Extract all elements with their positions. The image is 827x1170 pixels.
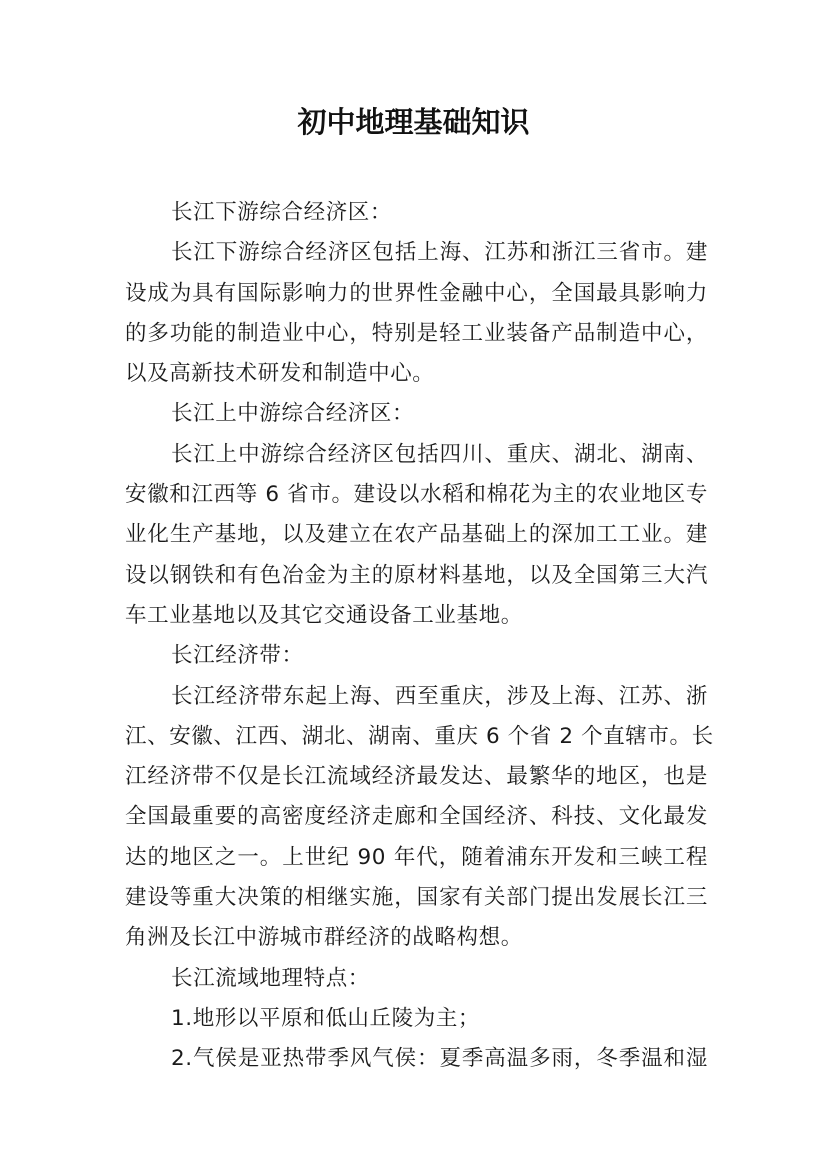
document-body bbox=[125, 193, 714, 1080]
paragraph bbox=[125, 233, 708, 394]
paragraph bbox=[125, 677, 714, 959]
text-line: 2.气侯是亚热带季风气侯：夏季高温多雨，冬季温和湿 bbox=[171, 1046, 708, 1072]
text-line: 全国最重要的高密度经济走廊和全国经济、科技、文化最发 bbox=[125, 804, 708, 830]
section-heading bbox=[125, 959, 708, 999]
section-heading bbox=[125, 636, 708, 676]
text-line: 车工业基地以及其它交通设备工业基地。 bbox=[125, 602, 523, 628]
text-line: 设以钢铁和有色冶金为主的原材料基地，以及全国第三大汽 bbox=[125, 562, 708, 588]
text-line: 江经济带不仅是长江流域经济最发达、最繁华的地区，也是 bbox=[125, 764, 708, 790]
text-line: 长江经济带东起上海、西至重庆，涉及上海、江苏、浙 bbox=[171, 683, 708, 709]
text-line: 设成为具有国际影响力的世界性金融中心，全国最具影响力 bbox=[125, 280, 708, 306]
text-line: 长江上中游综合经济区包括四川、重庆、湖北、湖南、 bbox=[171, 441, 708, 467]
text-line: 业化生产基地，以及建立在农产品基础上的深加工工业。建 bbox=[125, 522, 708, 548]
text-line: 长江经济带： bbox=[171, 643, 304, 669]
text-line: 安徽和江西等 6 省市。建设以水稻和棉花为主的农业地区专 bbox=[125, 482, 708, 508]
text-line: 角洲及长江中游城市群经济的战略构想。 bbox=[125, 925, 523, 951]
paragraph bbox=[125, 435, 708, 636]
text-line: 1.地形以平原和低山丘陵为主； bbox=[171, 1005, 481, 1031]
list-item bbox=[125, 999, 708, 1039]
text-line: 以及高新技术研发和制造中心。 bbox=[125, 361, 435, 387]
text-line: 达的地区之一。上世纪 90 年代，随着浦东开发和三峡工程 bbox=[125, 844, 708, 870]
text-line: 的多功能的制造业中心，特别是轻工业装备产品制造中心， bbox=[125, 320, 708, 346]
document-title: 初中地理基础知识 bbox=[297, 105, 530, 139]
text-line: 长江上中游综合经济区： bbox=[171, 401, 415, 427]
text-line: 长江流域地理特点： bbox=[171, 965, 370, 991]
text-line: 长江下游综合经济区包括上海、江苏和浙江三省市。建 bbox=[171, 240, 708, 266]
text-line: 建设等重大决策的相继实施，国家有关部门提出发展长江三 bbox=[125, 885, 708, 911]
text-line: 江、安徽、江西、湖北、湖南、重庆 6 个省 2 个直辖市。长 bbox=[125, 723, 714, 749]
section-heading bbox=[125, 193, 708, 233]
section-heading bbox=[125, 394, 708, 434]
text-line: 长江下游综合经济区： bbox=[171, 200, 393, 225]
list-item bbox=[125, 1039, 708, 1079]
